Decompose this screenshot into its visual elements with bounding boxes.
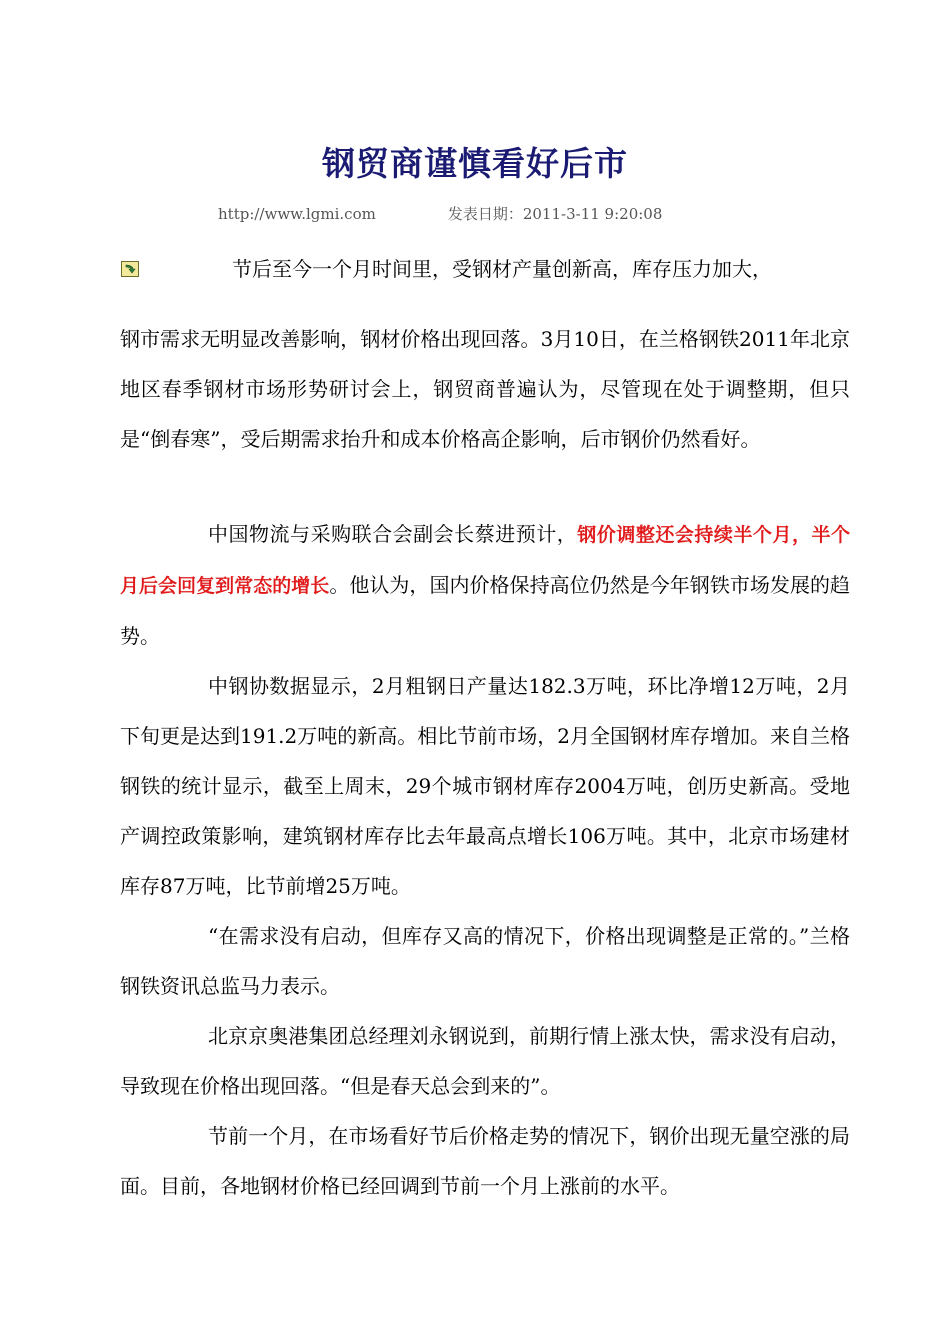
paragraph-2: [120, 509, 850, 661]
paragraph-6: 节前一个月，在市场看好节后价格走势的情况下，钢价出现无量空涨的局面。目前，各地钢材价格已经回调到节前一个月上涨前的水平。: [120, 1124, 850, 1198]
article-title: 钢贸商谨慎看好后市: [322, 144, 628, 183]
paragraph-group: [120, 509, 850, 1211]
paragraph-1-rest: 钢市需求无明显改善影响，钢材价格出现回落。3月10日，在兰格钢铁2011年北京地区春季钢材市场形势研讨会上，钢贸商普遍认为，尽管现在处于调整期，但只是“倒春寒”，受后期需求抬升和成本价格高企影响，后市钢价仍然看好。: [120, 327, 850, 451]
paragraph-1-lead: 节后至今一个月时间里，受钢材产量创新高，库存压力加大，: [232, 257, 772, 281]
publish-date: 发表日期：2011-3-11 9:20:08: [447, 205, 663, 223]
article-meta: [218, 203, 662, 224]
paragraph-1: [120, 244, 850, 464]
highlighted-quote: 钢价调整还会持续半个月，半个月后会回复到常态的增长: [120, 524, 850, 597]
paragraph-2-b: 。他认为，国内价格保持高位仍然是今年钢铁市场发展的趋势。: [120, 573, 850, 648]
paragraph-5: 北京京奥港集团总经理刘永钢说到，前期行情上涨太快，需求没有启动，导致现在价格出现回落。“但是春天总会到来的”。: [120, 1024, 850, 1098]
paragraph-3: 中钢协数据显示，2月粗钢日产量达182.3万吨，环比净增12万吨，2月下旬更是达到191.2万吨的新高。相比节前市场，2月全国钢材库存增加。来自兰格钢铁的统计显示，截至上周末，29个城市钢材库存2004万吨，创历史新高。受地产调控政策影响，建筑钢材库存比去年最高点增长106万吨。其中，北京市场建材库存87万吨，比节前增25万吨。: [120, 674, 850, 898]
source-link[interactable]: http://www.lgmi.com: [218, 205, 376, 223]
paragraph-2-a: 中国物流与采购联合会副会长蔡进预计，: [208, 522, 578, 546]
paragraph-4: “在需求没有启动，但库存又高的情况下，价格出现调整是正常的。”兰格钢铁资讯总监马力表示。: [120, 924, 850, 998]
